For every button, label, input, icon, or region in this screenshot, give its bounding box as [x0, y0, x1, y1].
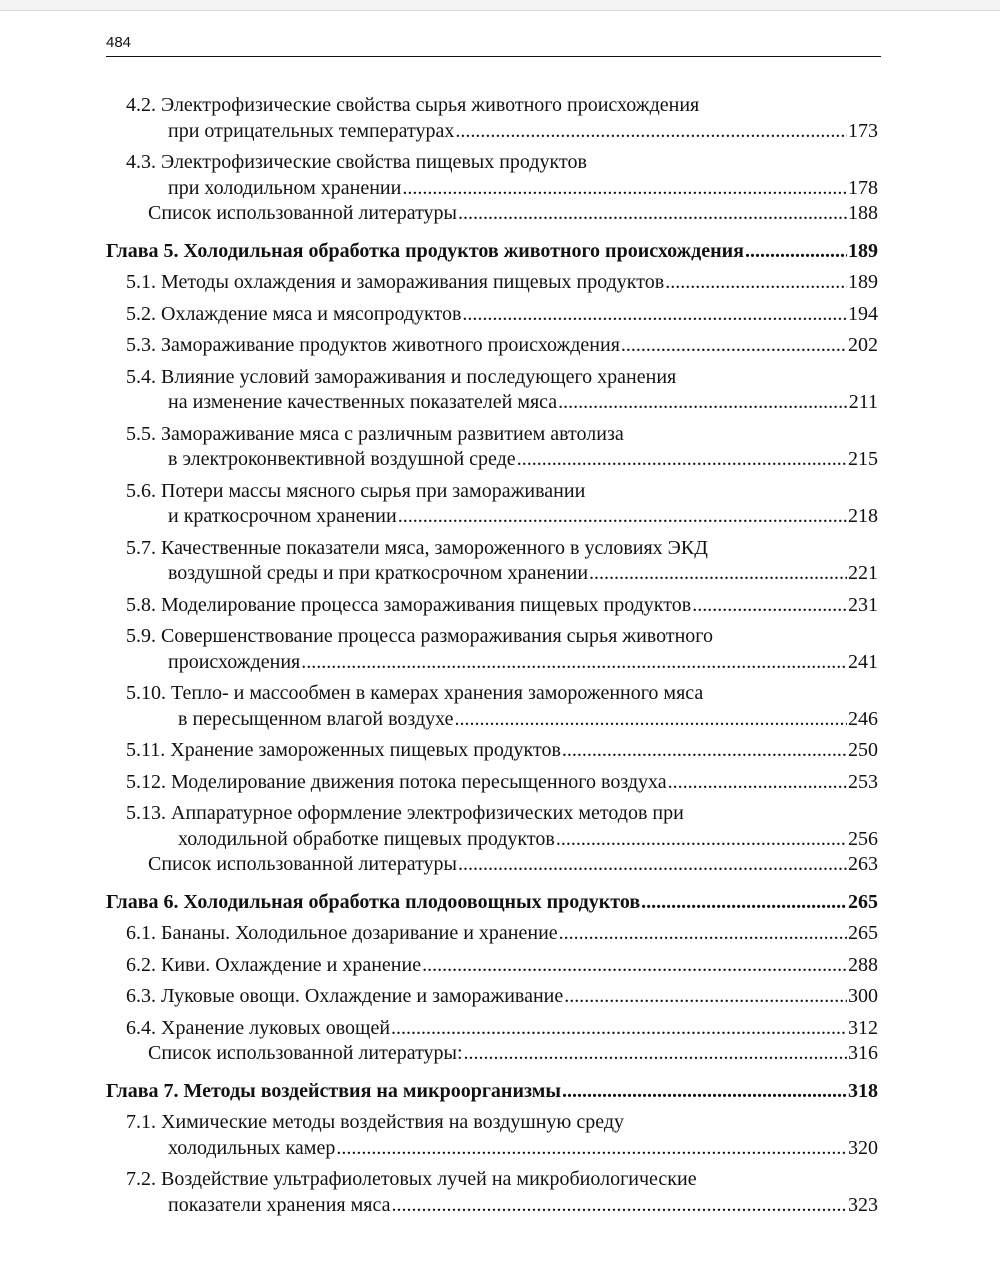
toc-section-number: 6.4.	[126, 1016, 156, 1039]
toc-title-text: Влияние условий замораживания и последующего хранения	[161, 365, 677, 388]
toc-title-text: Хранение замороженных пищевых продуктов	[170, 739, 561, 761]
dot-leader	[398, 504, 847, 530]
toc-title-text: Аппаратурное оформление электрофизических методов при	[171, 802, 684, 824]
toc-page-number: 188	[848, 202, 878, 224]
toc-section-number: 5.2.	[126, 302, 156, 325]
toc-line	[106, 1016, 878, 1042]
toc-line	[106, 302, 878, 328]
toc-line	[106, 1041, 878, 1067]
toc-line	[106, 176, 878, 202]
toc-title-text: Химические методы воздействия на воздушную среду	[161, 1111, 625, 1133]
toc-line	[106, 333, 878, 359]
toc-title-text: Хранение луковых овощей	[161, 1016, 391, 1039]
dot-leader	[301, 650, 847, 676]
dot-leader	[556, 827, 847, 853]
toc-page-number: 215	[848, 448, 878, 470]
toc-section	[106, 150, 878, 201]
toc-page-number: 250	[848, 739, 878, 761]
toc-page-number: 241	[848, 650, 878, 673]
toc-section	[106, 738, 878, 764]
toc-section	[106, 770, 878, 796]
page-header	[106, 34, 881, 57]
toc-section	[106, 302, 878, 328]
document-page	[0, 10, 1000, 1276]
toc-line	[106, 624, 878, 650]
toc-section-number: 5.6.	[126, 479, 156, 502]
toc-line	[106, 1136, 878, 1162]
toc-page-number: 173	[848, 119, 878, 142]
toc-title-text: Тепло- и массообмен в камерах хранения замороженного мяса	[171, 682, 704, 704]
dot-leader	[621, 333, 847, 359]
toc-section	[106, 624, 878, 675]
toc-references	[106, 1041, 878, 1067]
toc-section	[106, 681, 878, 732]
toc-title-text: Качественные показатели мяса, замороженного в условиях ЭКД	[161, 536, 708, 559]
toc-section-number: 7.2.	[126, 1168, 156, 1190]
toc-page-number: 231	[848, 593, 878, 616]
dot-leader	[745, 239, 847, 265]
toc-title-text: Методы охлаждения и замораживания пищевых продуктов	[161, 271, 665, 293]
dot-leader	[564, 984, 847, 1010]
toc-line	[106, 1167, 878, 1193]
dot-leader	[517, 447, 847, 473]
toc-line	[106, 239, 878, 265]
toc-title-text: холодильных камер	[168, 1136, 336, 1159]
toc-section	[106, 921, 878, 947]
toc-section-number: 5.10.	[126, 682, 166, 704]
toc-title-text: Охлаждение мяса и мясопродуктов	[161, 302, 462, 325]
toc-title-text: Глава 7. Методы воздействия на микроорганизмы	[106, 1079, 561, 1102]
toc-line	[106, 650, 878, 676]
dot-leader	[402, 176, 847, 202]
dot-leader	[641, 890, 847, 916]
toc-section	[106, 365, 878, 416]
toc-section	[106, 593, 878, 619]
toc-line	[106, 119, 878, 145]
toc-page-number: 318	[848, 1079, 878, 1102]
toc-line	[106, 852, 878, 878]
toc-section	[106, 270, 878, 296]
toc-page-number: 194	[848, 302, 878, 325]
toc-line	[106, 201, 878, 227]
toc-title-text: Глава 5. Холодильная обработка продуктов животного происхождения	[106, 239, 744, 262]
toc-line	[106, 390, 878, 416]
toc-section	[106, 1016, 878, 1042]
toc-line	[106, 953, 878, 979]
toc-page-number: 218	[848, 505, 878, 527]
toc-title-text: показатели хранения мяса	[168, 1193, 391, 1216]
toc-section-number: 5.13.	[126, 802, 166, 824]
toc-title-text: происхождения	[168, 650, 301, 673]
toc-section	[106, 953, 878, 979]
toc-page-number: 202	[848, 334, 878, 356]
toc-section	[106, 479, 878, 530]
toc-line	[106, 365, 878, 391]
toc-page-number: 265	[848, 922, 878, 944]
toc-line	[106, 984, 878, 1010]
toc-line	[106, 561, 878, 587]
toc-page-number: 316	[848, 1042, 878, 1064]
toc-section	[106, 536, 878, 587]
toc-line	[106, 1079, 878, 1105]
toc-chapter	[106, 239, 878, 265]
toc-page-number: 189	[848, 271, 878, 293]
toc-title-text: Луковые овощи. Охлаждение и замораживание	[161, 985, 564, 1007]
toc-line	[106, 890, 878, 916]
toc-title-text: Киви. Охлаждение и хранение	[161, 953, 422, 976]
toc-title-text: Список использованной литературы	[148, 853, 457, 875]
toc-line	[106, 827, 878, 853]
dot-leader	[562, 738, 847, 764]
toc-title-text: Глава 6. Холодильная обработка плодоовощных продуктов	[106, 890, 641, 913]
toc-line	[106, 681, 878, 707]
table-of-contents	[106, 87, 878, 1218]
dot-leader	[462, 302, 847, 328]
toc-page-number: 263	[848, 853, 878, 875]
toc-section	[106, 1110, 878, 1161]
toc-section-number: 5.1.	[126, 271, 156, 293]
toc-line	[106, 270, 878, 296]
dot-leader	[559, 921, 847, 947]
toc-line	[106, 504, 878, 530]
toc-title-text: и краткосрочном хранении	[168, 505, 397, 527]
toc-line	[106, 921, 878, 947]
toc-title-text: Замораживание мяса с различным развитием автолиза	[161, 422, 624, 445]
toc-section-number: 5.9.	[126, 625, 156, 647]
toc-section-number: 5.8.	[126, 593, 156, 616]
toc-line	[106, 593, 878, 619]
dot-leader	[336, 1136, 847, 1162]
toc-section-number: 5.3.	[126, 334, 156, 356]
dot-leader	[692, 593, 847, 619]
toc-line	[106, 1193, 878, 1219]
toc-page-number: 253	[848, 770, 878, 793]
toc-section-number: 6.3.	[126, 985, 156, 1007]
dot-leader	[458, 852, 847, 878]
toc-title-text: холодильной обработке пищевых продуктов	[178, 827, 555, 850]
dot-leader	[665, 270, 847, 296]
dot-leader	[422, 953, 847, 979]
toc-title-text: при холодильном хранении	[168, 176, 402, 199]
toc-title-text: воздушной среды и при краткосрочном хранении	[168, 562, 589, 584]
toc-line	[106, 447, 878, 473]
toc-line	[106, 93, 878, 119]
dot-leader	[464, 1041, 847, 1067]
toc-line	[106, 801, 878, 827]
toc-section-number: 4.3.	[126, 151, 156, 173]
toc-section-number: 5.4.	[126, 365, 156, 388]
toc-title-text: Список использованной литературы	[148, 202, 457, 224]
toc-page-number: 256	[848, 827, 878, 850]
toc-title-text: в пересыщенном влагой воздухе	[178, 707, 454, 730]
toc-title-text: Потери массы мясного сырья при замораживании	[161, 479, 586, 502]
toc-title-text: Бананы. Холодильное дозаривание и хранение	[161, 922, 558, 944]
toc-title-text: Моделирование движения потока пересыщенного воздуха	[171, 770, 667, 793]
toc-page-number: 300	[848, 985, 878, 1007]
toc-page-number: 246	[848, 707, 878, 730]
toc-section	[106, 801, 878, 852]
dot-leader	[455, 119, 847, 145]
toc-title-text: Электрофизические свойства пищевых продуктов	[161, 151, 587, 173]
toc-line	[106, 150, 878, 176]
dot-leader	[562, 1079, 847, 1105]
toc-page-number: 320	[848, 1136, 878, 1159]
toc-section-number: 5.11.	[126, 739, 166, 761]
toc-section-number: 6.1.	[126, 922, 156, 944]
toc-section	[106, 1167, 878, 1218]
dot-leader	[391, 1193, 847, 1219]
toc-page-number: 312	[848, 1016, 878, 1039]
toc-title-text: Моделирование процесса замораживания пищевых продуктов	[161, 593, 692, 616]
toc-page-number: 189	[848, 239, 878, 262]
toc-line	[106, 536, 878, 562]
dot-leader	[589, 561, 847, 587]
toc-title-text: при отрицательных температурах	[168, 119, 455, 142]
toc-section-number: 5.5.	[126, 422, 156, 445]
toc-section	[106, 984, 878, 1010]
toc-section-number: 4.2.	[126, 94, 156, 116]
toc-chapter	[106, 890, 878, 916]
dot-leader	[558, 390, 848, 416]
toc-title-text: Замораживание продуктов животного происхождения	[161, 334, 620, 356]
toc-title-text: Список использованной литературы:	[148, 1042, 463, 1064]
toc-chapter	[106, 1079, 878, 1105]
toc-title-text: Воздействие ультрафиолетовых лучей на микробиологические	[161, 1168, 697, 1190]
page-number: 484	[106, 34, 132, 51]
toc-line	[106, 770, 878, 796]
dot-leader	[455, 707, 847, 733]
toc-page-number: 288	[848, 953, 878, 976]
toc-section	[106, 422, 878, 473]
toc-page-number: 265	[848, 890, 878, 913]
toc-line	[106, 707, 878, 733]
toc-section-number: 5.12.	[126, 770, 166, 793]
toc-references	[106, 201, 878, 227]
toc-line	[106, 479, 878, 505]
toc-page-number: 178	[848, 176, 878, 199]
toc-title-text: на изменение качественных показателей мяса	[168, 391, 558, 413]
dot-leader	[391, 1016, 847, 1042]
toc-section	[106, 333, 878, 359]
toc-line	[106, 422, 878, 448]
toc-title-text: Электрофизические свойства сырья животного происхождения	[161, 94, 700, 116]
toc-section	[106, 93, 878, 144]
toc-section-number: 6.2.	[126, 953, 156, 976]
toc-section-number: 5.7.	[126, 536, 156, 559]
toc-line	[106, 738, 878, 764]
toc-references	[106, 852, 878, 878]
toc-line	[106, 1110, 878, 1136]
toc-title-text: Совершенствование процесса размораживания сырья животного	[161, 625, 714, 647]
toc-section-number: 7.1.	[126, 1111, 156, 1133]
toc-page-number: 211	[848, 391, 878, 413]
toc-page-number: 221	[848, 562, 878, 584]
toc-page-number: 323	[848, 1193, 878, 1216]
toc-title-text: в электроконвективной воздушной среде	[168, 448, 516, 470]
dot-leader	[668, 770, 847, 796]
dot-leader	[458, 201, 847, 227]
